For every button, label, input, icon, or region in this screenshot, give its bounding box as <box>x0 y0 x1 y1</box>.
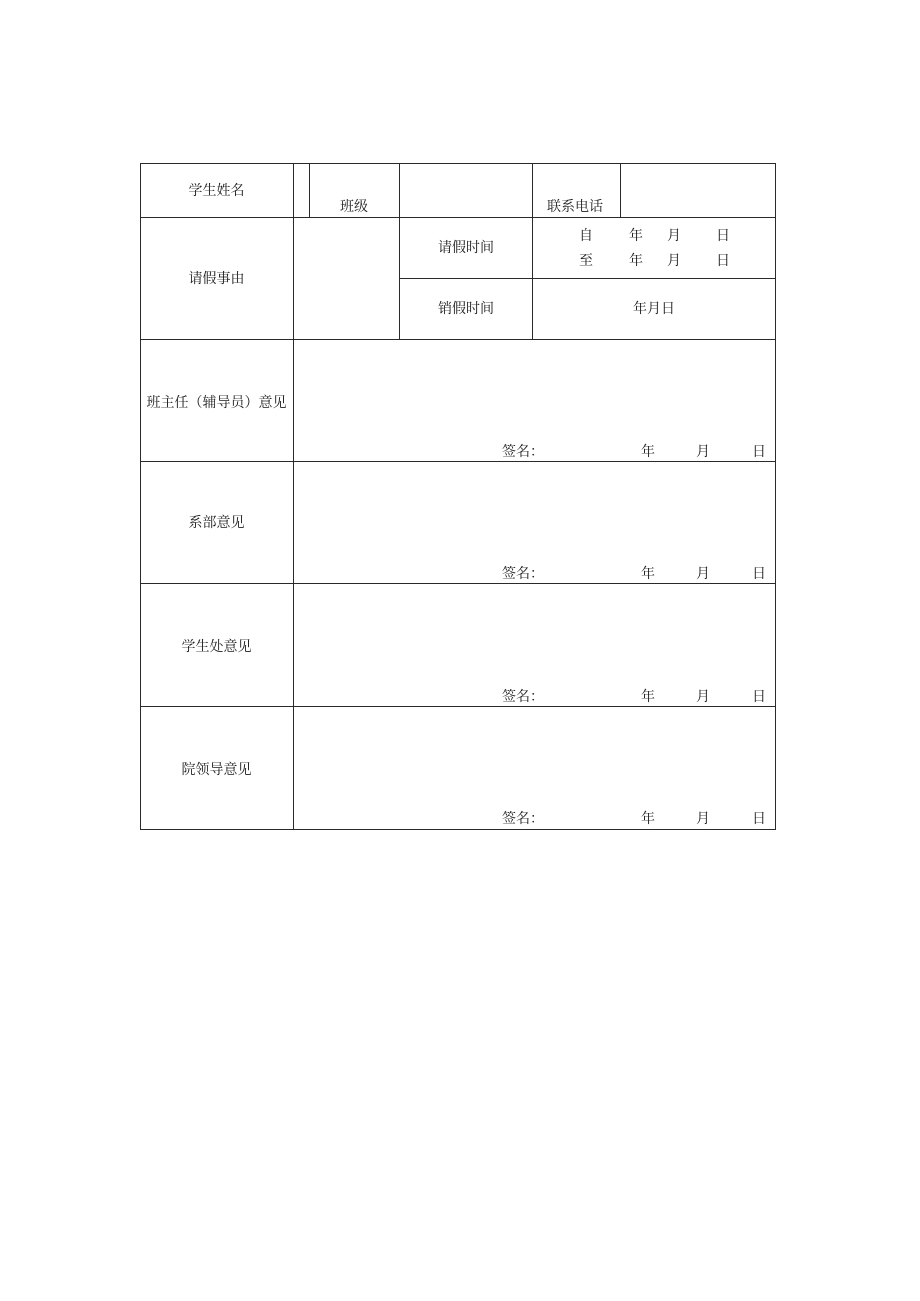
opinion-month: 月 <box>696 811 710 827</box>
return-date: 年月日 <box>633 301 675 317</box>
college-leader-opinion-label: 院领导意见 <box>181 762 252 778</box>
opinion-day: 日 <box>752 444 766 460</box>
leave-reason-field[interactable] <box>294 218 399 339</box>
return-time-label: 销假时间 <box>438 301 494 317</box>
leave-to-month: 月 <box>667 253 681 269</box>
leave-from-month: 月 <box>667 228 681 244</box>
opinion-month: 月 <box>696 689 710 705</box>
opinion-year: 年 <box>641 689 655 705</box>
leave-to-year: 年 <box>629 253 643 269</box>
table-row-divider <box>140 706 776 707</box>
class-label: 班级 <box>340 199 368 215</box>
opinion-sign-label: 签名： <box>502 689 544 705</box>
opinion-day: 日 <box>752 811 766 827</box>
student-name-field[interactable] <box>294 164 309 217</box>
table-column-divider <box>309 163 310 218</box>
table-border-bottom <box>140 829 776 830</box>
table-row-divider <box>140 339 776 340</box>
opinion-month: 月 <box>696 444 710 460</box>
student-name-label: 学生姓名 <box>188 183 245 199</box>
table-row-divider <box>140 217 776 218</box>
leave-application-form <box>140 163 776 830</box>
leave-time-label: 请假时间 <box>438 240 494 256</box>
opinion-month: 月 <box>696 566 710 582</box>
leave-from-year: 年 <box>629 228 643 244</box>
table-cell-divider <box>399 278 776 279</box>
class-field[interactable] <box>400 164 532 217</box>
phone-label: 联系电话 <box>547 199 603 215</box>
opinion-sign-label: 签名： <box>502 444 544 460</box>
table-border-right <box>775 163 776 830</box>
table-border-left <box>140 163 141 830</box>
opinion-day: 日 <box>752 566 766 582</box>
opinion-sign-label: 签名： <box>502 811 544 827</box>
table-row-divider <box>140 461 776 462</box>
leave-reason-label: 请假事由 <box>188 271 245 287</box>
opinion-year: 年 <box>641 444 655 460</box>
leave-to-day: 日 <box>716 253 730 269</box>
head-teacher-opinion-label: 班主任（辅导员）意见 <box>146 395 287 411</box>
opinion-sign-label: 签名： <box>502 566 544 582</box>
leave-to-prefix: 至 <box>579 253 593 269</box>
department-opinion-label: 系部意见 <box>188 515 245 531</box>
phone-field[interactable] <box>621 164 775 217</box>
opinion-year: 年 <box>641 811 655 827</box>
student-affairs-opinion-label: 学生处意见 <box>181 639 252 655</box>
opinion-year: 年 <box>641 566 655 582</box>
table-row-divider <box>140 583 776 584</box>
opinion-day: 日 <box>752 689 766 705</box>
leave-from-prefix: 自 <box>579 228 593 244</box>
leave-from-day: 日 <box>716 228 730 244</box>
